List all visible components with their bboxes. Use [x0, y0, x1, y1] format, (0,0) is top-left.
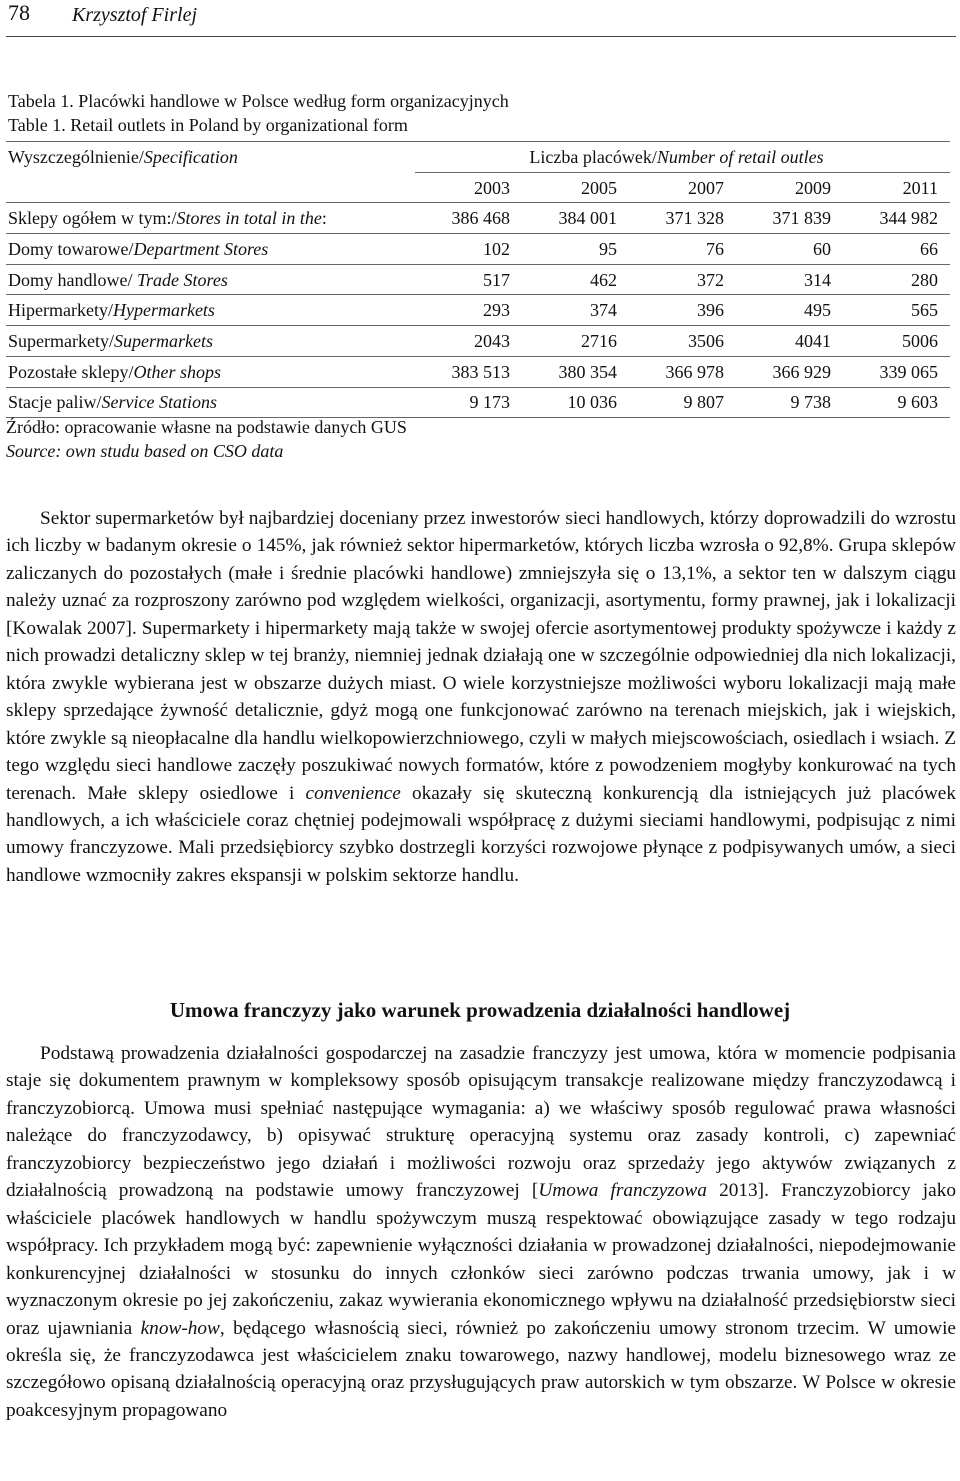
- table-cell: 314: [736, 264, 843, 295]
- table-cell: 374: [522, 295, 629, 326]
- table-cell: 9 603: [843, 387, 950, 418]
- count-header: Liczba placówek/Number of retail outles: [415, 142, 950, 173]
- year-header: 2003: [415, 172, 522, 203]
- table-cell: 384 001: [522, 203, 629, 234]
- table-cell: 102: [415, 234, 522, 265]
- year-header-row: [6, 172, 950, 203]
- table-row: [6, 326, 950, 357]
- table-cell: 2043: [415, 326, 522, 357]
- table-cell: 10 036: [522, 387, 629, 418]
- table-cell: 9 807: [629, 387, 736, 418]
- body-text-2: [6, 1040, 956, 1424]
- table-cell: 386 468: [415, 203, 522, 234]
- table-cell: 495: [736, 295, 843, 326]
- table-cell: 383 513: [415, 356, 522, 387]
- table-cell: 366 978: [629, 356, 736, 387]
- table-caption-en: Table 1. Retail outlets in Poland by organizational form: [8, 115, 408, 135]
- table-cell: 372: [629, 264, 736, 295]
- table-row: [6, 387, 950, 418]
- table-cell: 9 173: [415, 387, 522, 418]
- table-cell: 3506: [629, 326, 736, 357]
- table-source-pl: Źródło: opracowanie własne na podstawie danych GUS: [6, 417, 407, 437]
- table-cell: 95: [522, 234, 629, 265]
- paragraph: Podstawą prowadzenia działalności gospodarczej na zasadzie franczyzy jest umowa, która w momencie podpisania staje się dokumentem prawnym w kompleksowy sposób opisującym transakcje realizowane między franczyzodawcą i franczyzobiorcą. Umowa musi spełniać następujące wymagania: a) we właściwy sposób regulować prawa własności należące do franczyzodawcy, b) opisywać strukturę operacyjną systemu oraz zasady kontroli, c) zapewniać franczyzobiorcy bezpieczeństwo jego działań i możliwości rozwoju oraz sprzedaży jego aktywów związanych z działalnością prowadzoną na podstawie umowy franczyzowej [Umowa franczyzowa 2013]. Franczyzobiorcy jako właściciele placówek handlowych w handlu spożywczym muszą respektować obowiązujące zasady w tego rodzaju współpracy. Ich przykładem mogą być: zapewnienie wyłączności działania w prowadzonej działalności, niepodejmowanie konkurencyjnej działalności w stosunku do innych członków sieci zarówno podczas trwania umowy, jak i w wyznaczonym okresie po jej zakończeniu, zakaz wywierania ekonomicznego wpływu na działalność przedsiębiorstw sieci oraz ujawniania know-how, będącego własnością sieci, również po zakończeniu umowy stronom trzecim. W umowie określa się, że franczyzodawca jest właścicielem znaku towarowego, nazwy handlowej, modelu biznesowego wraz ze szczegółowo opisaną działalnością operacyjną oraz przysługujących praw autorskich w tym obszarze. W Polsce w okresie poakcesyjnym propagowano: [6, 1043, 956, 1421]
- table-cell: 380 354: [522, 356, 629, 387]
- row-label: Hipermarkety/Hypermarkets: [6, 295, 415, 326]
- table-cell: 5006: [843, 326, 950, 357]
- paragraph: Sektor supermarketów był najbardziej doceniany przez inwestorów sieci handlowych, którzy doprowadzili do wzrostu ich liczby w badanym okresie o 145%, jak również sektor hipermarketów, których liczba wzrosła o 92,8%. Grupa sklepów zaliczanych do pozostałych (małe i średnie placówki handlowe) zmniejszyła się o 13,1%, a sektor ten w dalszym ciągu należy uznać za rozproszony zarówno pod względem wielkości, organizacji, asortymentu, formy prawnej, jak i lokalizacji [Kowalak 2007]. Supermarkety i hipermarkety mają także w swojej ofercie asortymentowej produkty spożywcze i każdy z nich prowadzi detaliczny sklep w tej branży, niemniej jednak działają one w szczególnie odpowiedniej dla nich lokalizacji, która zwykle wybierana jest w obszarze dużych miast. O wiele korzystniejsze możliwości wyboru lokalizacji mają małe sklepy sprzedające żywność detalicznie, gdyż mogą one funkcjonować zarówno na terenach miejskich, jak i wiejskich, które zwykle są nieopłacalne dla handlu wielkopowierzchniowego, czyli w małych miejscowościach, osiedlach i wsiach. Z tego względu sieci handlowe zaczęły poszukiwać nowych formatów, które z powodzeniem mogłyby konkurować na tych terenach. Małe sklepy osiedlowe i convenience okazały się skuteczną konkurencją dla istniejących już placówek handlowych, a ich właściciele coraz chętniej podejmowali współpracę z dużymi sieciami handlowymi, podpisując z nimi umowy franczyzowe. Mali przedsiębiorcy szybko dostrzegli korzyści rozwojowe płynące z podpisywanych umów, a sieci handlowe wzmocniły zakres ekspansji w polskim sektorze handlu.: [6, 508, 956, 886]
- table-cell: 371 328: [629, 203, 736, 234]
- table-cell: 462: [522, 264, 629, 295]
- page-number: 78: [8, 0, 30, 25]
- table-row: [6, 295, 950, 326]
- running-author: Krzysztof Firlej: [72, 4, 198, 26]
- table-row: [6, 264, 950, 295]
- table-cell: 565: [843, 295, 950, 326]
- section-heading: Umowa franczyzy jako warunek prowadzenia działalności handlowej: [169, 998, 791, 1022]
- table-cell: 344 982: [843, 203, 950, 234]
- year-header-spacer: [6, 172, 415, 203]
- table-cell: 60: [736, 234, 843, 265]
- body-text-1: [6, 505, 956, 889]
- table-cell: 4041: [736, 326, 843, 357]
- table-cell: 9 738: [736, 387, 843, 418]
- table-caption-pl: Tabela 1. Placówki handlowe w Polsce według form organizacyjnych: [8, 91, 509, 111]
- row-label: Supermarkety/Supermarkets: [6, 326, 415, 357]
- table-cell: 339 065: [843, 356, 950, 387]
- table-row: [6, 203, 950, 234]
- table-cell: 293: [415, 295, 522, 326]
- year-header: 2007: [629, 172, 736, 203]
- table-cell: 2716: [522, 326, 629, 357]
- year-header: 2011: [843, 172, 950, 203]
- row-label: Stacje paliw/Service Stations: [6, 387, 415, 418]
- row-label: Pozostałe sklepy/Other shops: [6, 356, 415, 387]
- row-label: Sklepy ogółem w tym:/Stores in total in the:: [6, 203, 415, 234]
- row-label: Domy handlowe/ Trade Stores: [6, 264, 415, 295]
- table-cell: 280: [843, 264, 950, 295]
- table-cell: 396: [629, 295, 736, 326]
- running-header: [6, 0, 956, 37]
- table-row: [6, 234, 950, 265]
- row-label: Domy towarowe/Department Stores: [6, 234, 415, 265]
- retail-outlets-table: [6, 141, 950, 418]
- table-header-row: [6, 142, 950, 173]
- year-header: 2005: [522, 172, 629, 203]
- table-row: [6, 356, 950, 387]
- table-cell: 76: [629, 234, 736, 265]
- year-header: 2009: [736, 172, 843, 203]
- spec-header: Wyszczególnienie/Specification: [6, 142, 415, 173]
- table-cell: 66: [843, 234, 950, 265]
- table-cell: 366 929: [736, 356, 843, 387]
- table-cell: 517: [415, 264, 522, 295]
- table-cell: 371 839: [736, 203, 843, 234]
- table-source-en: Source: own studu based on CSO data: [6, 441, 284, 461]
